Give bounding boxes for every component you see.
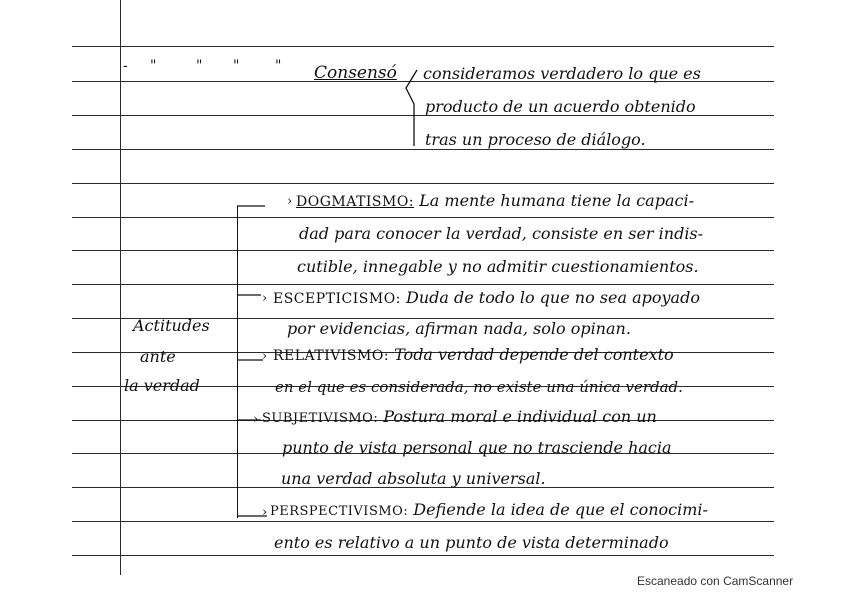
- attitude-line: una verdad absoluta y universal.: [281, 469, 546, 488]
- ditto-mark: ": [196, 58, 203, 74]
- left-brace-icon: [404, 68, 418, 148]
- attitude-perspectivismo: [270, 500, 708, 519]
- scanner-watermark: Escaneado con CamScanner: [637, 574, 794, 588]
- attitude-term: ESCEPTICISMO:: [273, 291, 401, 307]
- ruled-line: [72, 183, 774, 184]
- group-label: ante: [140, 347, 176, 366]
- ruled-line: [72, 521, 774, 522]
- attitude-line: por evidencias, afirman nada, solo opinan.: [287, 319, 631, 338]
- attitude-term: SUBJETIVISMO:: [262, 411, 379, 426]
- ruled-line: [72, 555, 774, 556]
- margin-line: [120, 0, 121, 575]
- attitude-line: en el que es considerada, no existe una única verdad.: [275, 378, 683, 396]
- arrow-right-icon: ›: [262, 349, 268, 364]
- attitude-line: cutible, innegable y no admitir cuestionamientos.: [297, 257, 699, 276]
- ruled-line: [72, 217, 774, 218]
- attitude-line: La mente humana tiene la capaci-: [419, 191, 694, 210]
- group-label: la verdad: [124, 376, 200, 395]
- ruled-line: [72, 149, 774, 150]
- ditto-mark: -: [123, 58, 128, 74]
- attitude-term: DOGMATISMO:: [296, 194, 415, 210]
- arrow-right-icon: ›: [253, 412, 259, 427]
- attitude-line: Toda verdad depende del contexto: [394, 345, 674, 364]
- arrow-right-icon: ›: [287, 194, 293, 209]
- ruled-line: [72, 250, 774, 251]
- ditto-mark: ": [233, 58, 240, 74]
- attitude-dogmatismo: [296, 191, 694, 210]
- arrow-right-icon: ›: [262, 505, 268, 520]
- consenso-line: tras un proceso de diálogo.: [425, 130, 646, 149]
- arrow-right-icon: ›: [262, 291, 268, 306]
- attitude-line: Postura moral e individual con un: [383, 407, 657, 426]
- group-label: Actitudes: [133, 316, 210, 335]
- attitude-term: RELATIVISMO:: [273, 348, 390, 364]
- consenso-line: producto de un acuerdo obtenido: [425, 97, 696, 116]
- attitude-line: ento es relativo a un punto de vista determinado: [274, 533, 669, 552]
- consenso-line: consideramos verdadero lo que es: [423, 64, 701, 83]
- attitude-escepticismo: [273, 288, 700, 307]
- attitude-line: punto de vista personal que no trasciende hacia: [282, 438, 672, 457]
- attitude-subjetivismo: [262, 407, 657, 426]
- attitude-line: Defiende la idea de que el conocimi-: [413, 500, 708, 519]
- attitude-relativismo: [273, 345, 674, 364]
- ruled-line: [72, 284, 774, 285]
- arrow-connectors: [237, 200, 273, 520]
- ruled-line: [72, 46, 774, 47]
- ditto-mark: ": [150, 58, 157, 74]
- attitude-line: Duda de todo lo que no sea apoyado: [406, 288, 700, 307]
- attitude-term: PERSPECTIVISMO:: [270, 504, 409, 519]
- attitude-line: dad para conocer la verdad, consiste en ser indis-: [299, 224, 704, 243]
- ditto-mark: ": [275, 58, 282, 74]
- consenso-term: Consensó: [314, 63, 397, 83]
